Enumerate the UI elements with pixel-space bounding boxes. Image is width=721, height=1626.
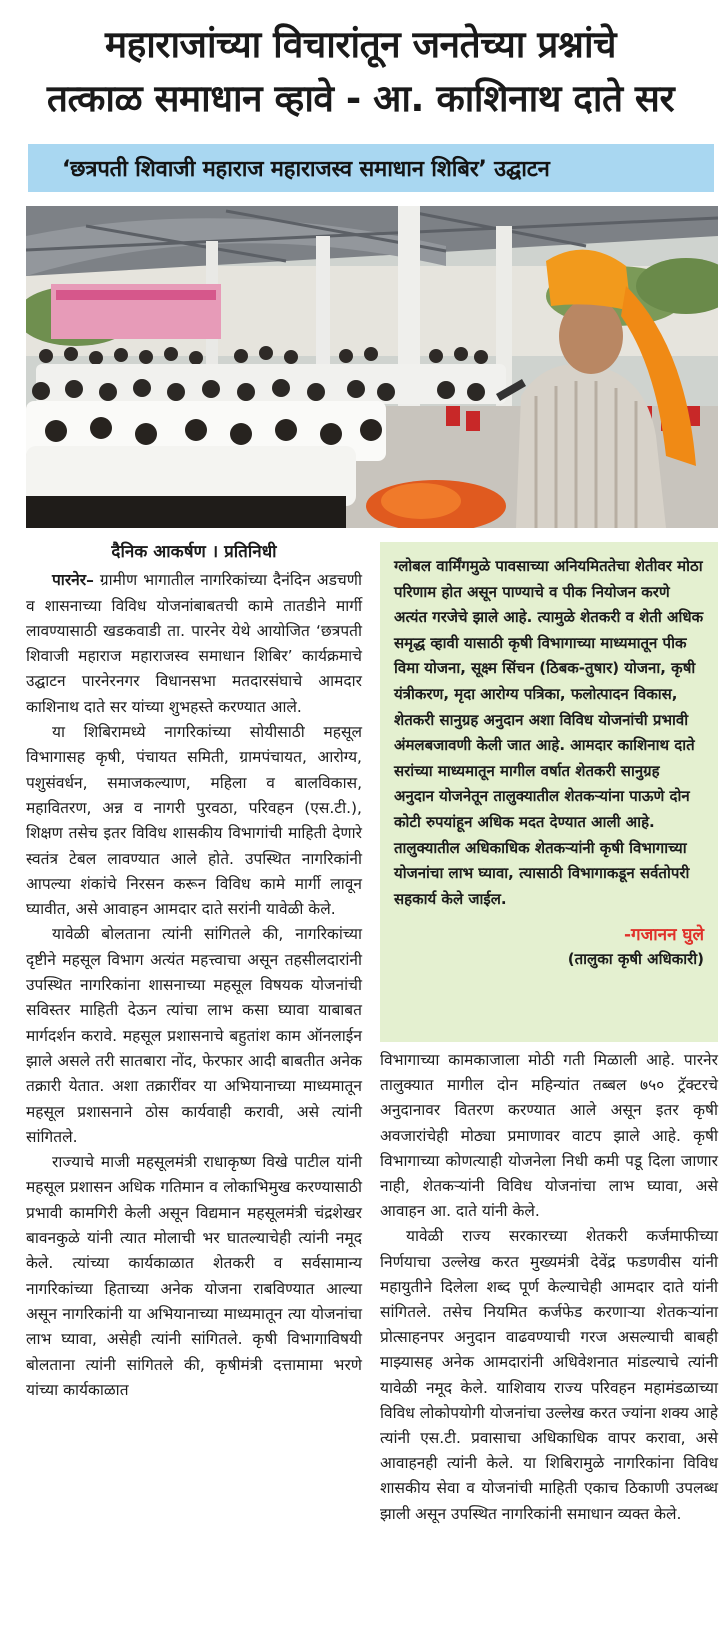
headline-line-1: महाराजांच्या विचारांतून जनतेच्या प्रश्नांचे bbox=[104, 23, 617, 66]
headline-line-2: तत्काळ समाधान व्हावे - आ. काशिनाथ दाते सर bbox=[46, 77, 675, 120]
paragraph: यावेळी बोलताना त्यांनी सांगितले की, नागरिकांच्या दृष्टीने महसूल विभाग अत्यंत महत्त्वाचा असून तहसीलदारांनी उपस्थित नागरिकांना शासनाच्या महसूल विषयक योजनांची सविस्तर माहिती देऊन त्यांचा लाभ कसा घ्यावा याबाबत मार्गदर्शन करावे. महसूल प्रशासनाचे बहुतांश काम ऑनलाईन झाले असले तरी सातबारा नोंद, फेरफार आदी बाबतीत अनेक तक्रारी येतात. अशा तक्रारींवर या अभियानाच्या माध्यमातून महसूल प्रशासनाने ठोस कार्यवाही करावी, असे त्यांनी सांगितले. bbox=[26, 925, 362, 1146]
paragraph: विभागाच्या कामकाजाला मोठी गती मिळाली आहे. पारनेर तालुक्यात मागील दोन महिन्यांत तब्बल ७५० ट्रॅक्टरचे अनुदानावर वितरण करण्यात आले असून इतर कृषी अवजारांचेही मोठ्या प्रमाणावर वाटप झाले आहे. कृषी विभागाच्या कोणत्याही योजनेला निधी कमी पडू दिला जाणार नाही, शेतकऱ्यांनी विविध योजनांचा लाभ घ्यावा, असे आवाहन आ. दाते यांनी केले. bbox=[380, 1051, 718, 1221]
paragraph: यावेळी राज्य सरकारच्या शेतकरी कर्जमाफीच्या निर्णयाचा उल्लेख करत मुख्यमंत्री देवेंद्र फडणवीस यांनी महायुतीने दिलेला शब्द पूर्ण केल्याचेही आमदार दाते यांनी सांगितले. तसेच नियमित कर्जफेड करणाऱ्या शेतकऱ्यांना प्रोत्साहनपर अनुदान वाढवण्याची गरज असल्याची बाबही माझ्यासह अनेक आमदारांनी अधिवेशनात मांडल्याचे त्यांनी यावेळी नमूद केले. याशिवाय राज्य परिवहन महामंडळाच्या विविध लोकोपयोगी योजनांचा उल्लेख करत ज्यांना शक्य आहे त्यांनी एस.टी. प्रवासाचा अधिकाधिक वापर करावा, असे आवाहनही त्यांनी केले. या शिबिरामुळे नागरिकांना विविध शासकीय सेवा व योजनांची माहिती एकाच ठिकाणी उपलब्ध झाली असून उपस्थित नागरिकांनी समाधान व्यक्त केले. bbox=[380, 1227, 718, 1523]
dateline: पारनेर– bbox=[52, 571, 94, 590]
article-left-column bbox=[26, 540, 362, 1403]
quote-box bbox=[380, 542, 718, 1042]
news-photo bbox=[26, 206, 718, 528]
paragraph: राज्याचे माजी महसूलमंत्री राधाकृष्ण विखे पाटील यांनी महसूल प्रशासन अधिक गतिमान व लोकाभिमुख करण्यासाठी प्रभावी कामगिरी केली असून विद्यमान महसूलमंत्री चंद्रशेखर बावनकुळे यांनी त्यात मोलाची भर घातल्याचेही त्यांनी नमूद केले. त्यांच्या कार्यकाळात शेतकरी व सर्वसामान्य नागरिकांच्या हिताच्या अनेक योजना राबविण्यात आल्या असून नागरिकांनी या अभियानाच्या माध्यमातून त्या योजनांचा लाभ घ्यावा, असेही त्यांनी सांगितले. कृषी विभागाविषयी बोलताना त्यांनी सांगितले की, कृषीमंत्री दत्तामामा भरणे यांच्या कार्यकाळात bbox=[26, 1153, 362, 1399]
byline: दैनिक आकर्षण । प्रतिनिधी bbox=[111, 542, 277, 562]
subheadline: ‘छत्रपती शिवाजी महाराज महाराजस्व समाधान शिबिर’ उद्घाटन bbox=[62, 157, 550, 182]
quote-author: -गजानन घुले bbox=[623, 925, 704, 946]
article-right-column bbox=[380, 1048, 718, 1527]
paragraph bbox=[26, 568, 362, 720]
subheadline-band bbox=[28, 144, 714, 192]
quote-author-role: (तालुका कृषी अधिकारी) bbox=[567, 950, 704, 969]
headline bbox=[10, 18, 711, 126]
paragraph: या शिबिरामध्ये नागरिकांच्या सोयीसाठी महसूल विभागासह कृषी, पंचायत समिती, ग्रामपंचायत, आरोग्य, पशुसंवर्धन, समाजकल्याण, महिला व बालविकास, महावितरण, अन्न व नागरी पुरवठा, परिवहन (एस.टी.), शिक्षण तसेच इतर विविध शासकीय विभागांची माहिती देणारे स्वतंत्र टेबल लावण्यात आले होते. उपस्थित नागरिकांनी आपल्या शंकांचे निरसन करून विविध कामे मार्गी लावून घ्यावीत, असे आवाहन आमदार दाते सरांनी यावेळी केले. bbox=[26, 723, 362, 919]
paragraph-text: ग्रामीण भागातील नागरिकांच्या दैनंदिन अडचणी व शासनाच्या विविध योजनांबाबतची कामे तातडीने मार्गी लावण्यासाठी खडकवाडी ता. पारनेर येथे आयोजित ‘छत्रपती शिवाजी महाराज महाराजस्व समाधान शिबिर’ कार्यक्रमाचे उद्घाटन पारनेरनगर विधानसभा मतदारसंघाचे आमदार काशिनाथ दाते सर यांच्या शुभहस्ते करण्यात आले. bbox=[26, 571, 362, 716]
quote-text: ग्लोबल वार्मिंगमुळे पावसाच्या अनियमिततेचा शेतीवर मोठा परिणाम होत असून पाण्याचे व पीक नियोजन करणे अत्यंत गरजेचे झाले आहे. त्यामुळे शेतकरी व शेती अधिक समृद्ध व्हावी यासाठी कृषी विभागाच्या माध्यमातून पीक विमा योजना, सूक्ष्म सिंचन (ठिबक-तुषार) योजना, कृषी यंत्रीकरण, मृदा आरोग्य पत्रिका, फलोत्पादन विकास, शेतकरी सानुग्रह अनुदान अशा विविध योजनांची प्रभावी अंमलबजावणी केली जात आहे. आमदार काशिनाथ दाते सरांच्या माध्यमातून मागील वर्षात शेतकरी सानुग्रह अनुदान योजनेतून तालुक्यातील शेतकऱ्यांना पाऊणे दोन कोटी रुपयांहून अधिक मदत देण्यात आली आहे. तालुक्यातील अधिकाधिक शेतकऱ्यांनी कृषी विभागाच्या योजनांचा लाभ घ्यावा, त्यासाठी विभागाकडून सर्वतोपरी सहकार्य केले जाईल. bbox=[394, 557, 704, 908]
